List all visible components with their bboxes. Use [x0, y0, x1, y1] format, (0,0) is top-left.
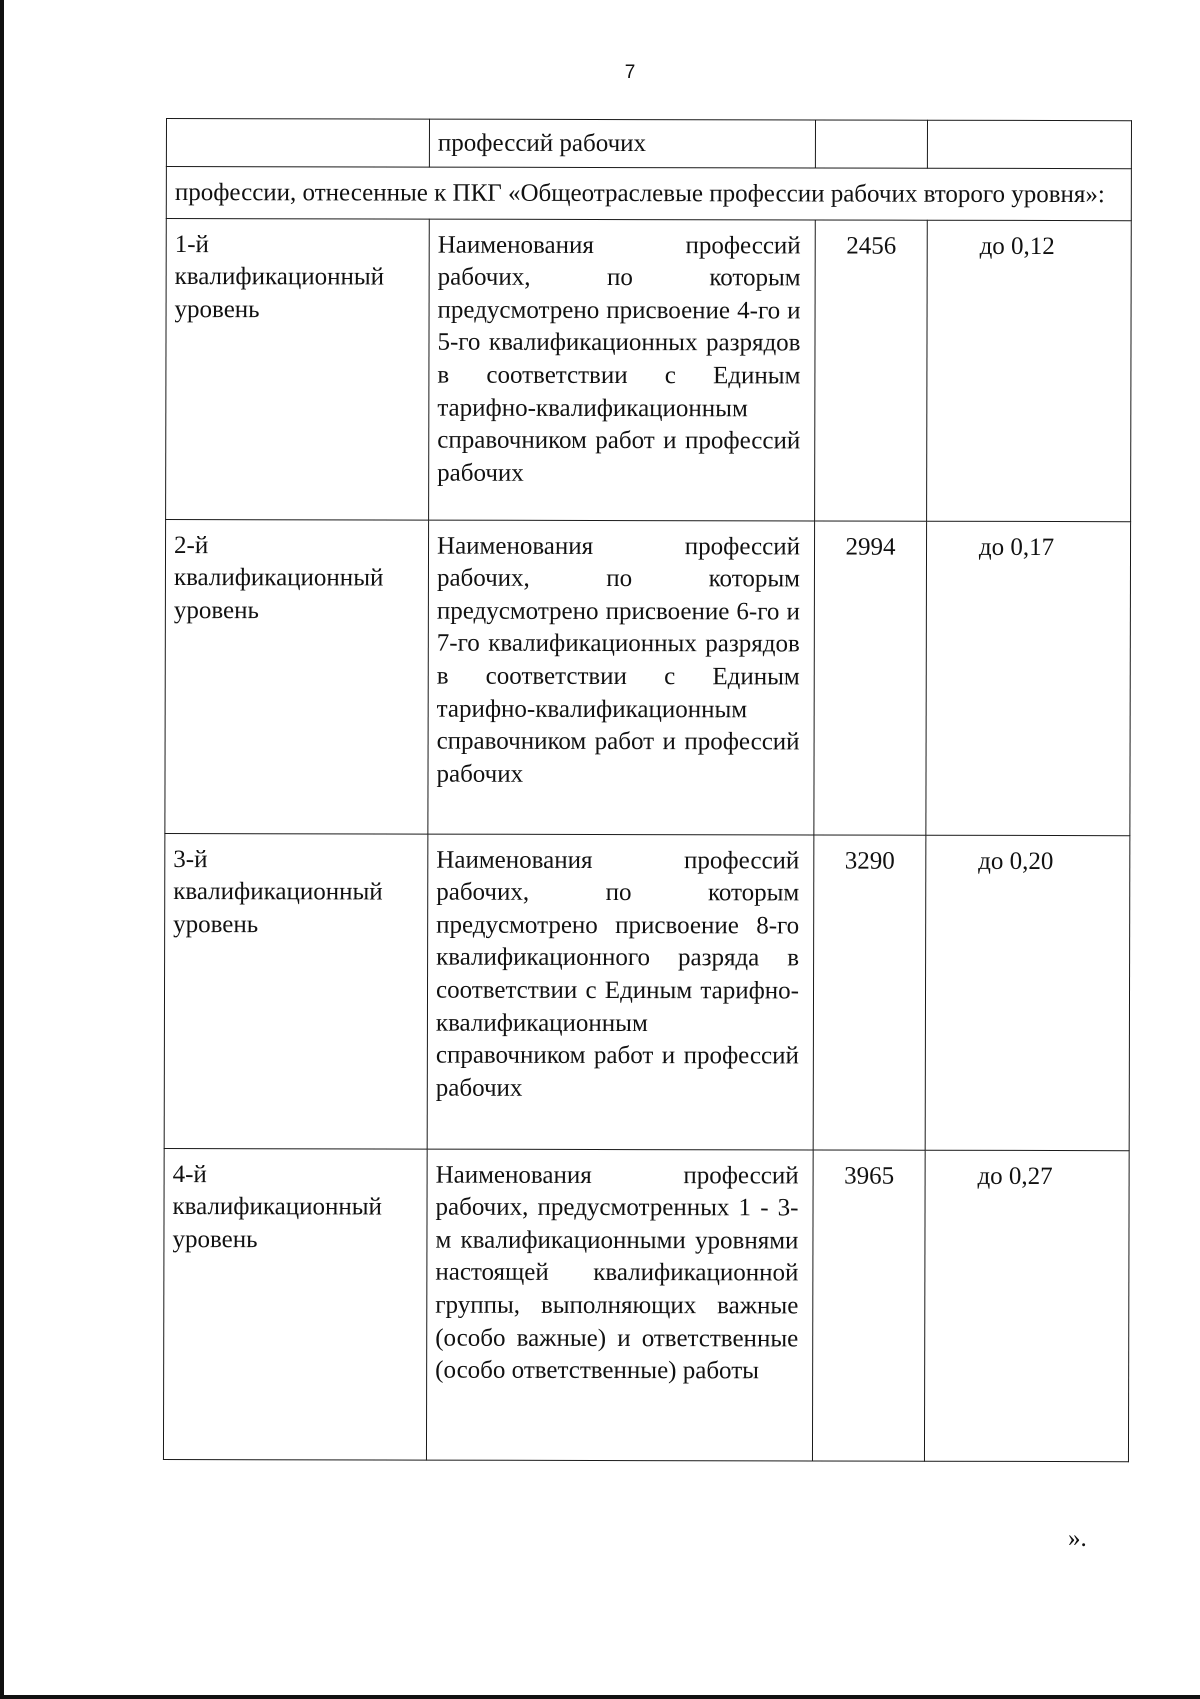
cell-level: 3-й квалификационный уровень — [164, 833, 428, 1149]
cell-coefficient: до 0,27 — [924, 1150, 1129, 1461]
cell-amount: 2994 — [814, 521, 927, 835]
cell-description: Наименования профессий рабочих, предусмотренных 1 - 3-м квалификационными уровнями настоящей квалификационной группы, выполняющих важные (особо важные) и ответственные (особо ответственные) работы — [426, 1149, 813, 1461]
table-row-section-heading — [166, 167, 1131, 221]
cell-coefficient: до 0,12 — [927, 220, 1132, 521]
cell-description: Наименования профессий рабочих, по которым предусмотрено присвоение 8-го квалификационного разряда в соответствии с Единым тарифно-квалификационным справочником работ и профессий рабочих — [427, 834, 814, 1150]
cell-coefficient — [927, 120, 1131, 168]
table-row — [164, 833, 1130, 1150]
cell-description: профессий рабочих — [429, 119, 815, 168]
scan-border-left — [0, 0, 4, 1699]
cell-description: Наименования профессий рабочих, по которым предусмотрено присвоение 4-го и 5-го квалификационных разрядов в соответствии с Единым тарифно-квалификационным справочником работ и профессий рабочих — [429, 219, 816, 521]
cell-description: Наименования профессий рабочих, по которым предусмотрено присвоение 6-го и 7-го квалификационных разрядов в соответствии с Единым тарифно-квалификационным справочником работ и профессий рабочих — [428, 520, 815, 835]
cell-level: 2-й квалификационный уровень — [165, 519, 429, 834]
cell-amount: 2456 — [815, 220, 928, 521]
cell-amount: 3290 — [813, 835, 926, 1150]
cell-coefficient: до 0,17 — [926, 521, 1131, 835]
cell-level — [166, 119, 429, 168]
table-row-continuation — [166, 119, 1131, 169]
table-row — [165, 519, 1131, 835]
cell-level: 1-й квалификационный уровень — [166, 218, 430, 520]
table-row — [166, 218, 1132, 521]
scan-border-bottom — [0, 1695, 1200, 1699]
table-row — [163, 1148, 1129, 1461]
cell-level: 4-й квалификационный уровень — [163, 1148, 427, 1460]
section-heading: профессии, отнесенные к ПКГ «Общеотраслевые профессии рабочих второго уровня»: — [166, 167, 1131, 221]
qualification-table — [163, 118, 1132, 1462]
closing-quote-mark: ». — [1068, 1525, 1087, 1552]
cell-amount: 3965 — [812, 1150, 925, 1461]
cell-coefficient: до 0,20 — [925, 835, 1130, 1150]
cell-amount — [815, 120, 927, 168]
page-number: 7 — [624, 62, 636, 83]
